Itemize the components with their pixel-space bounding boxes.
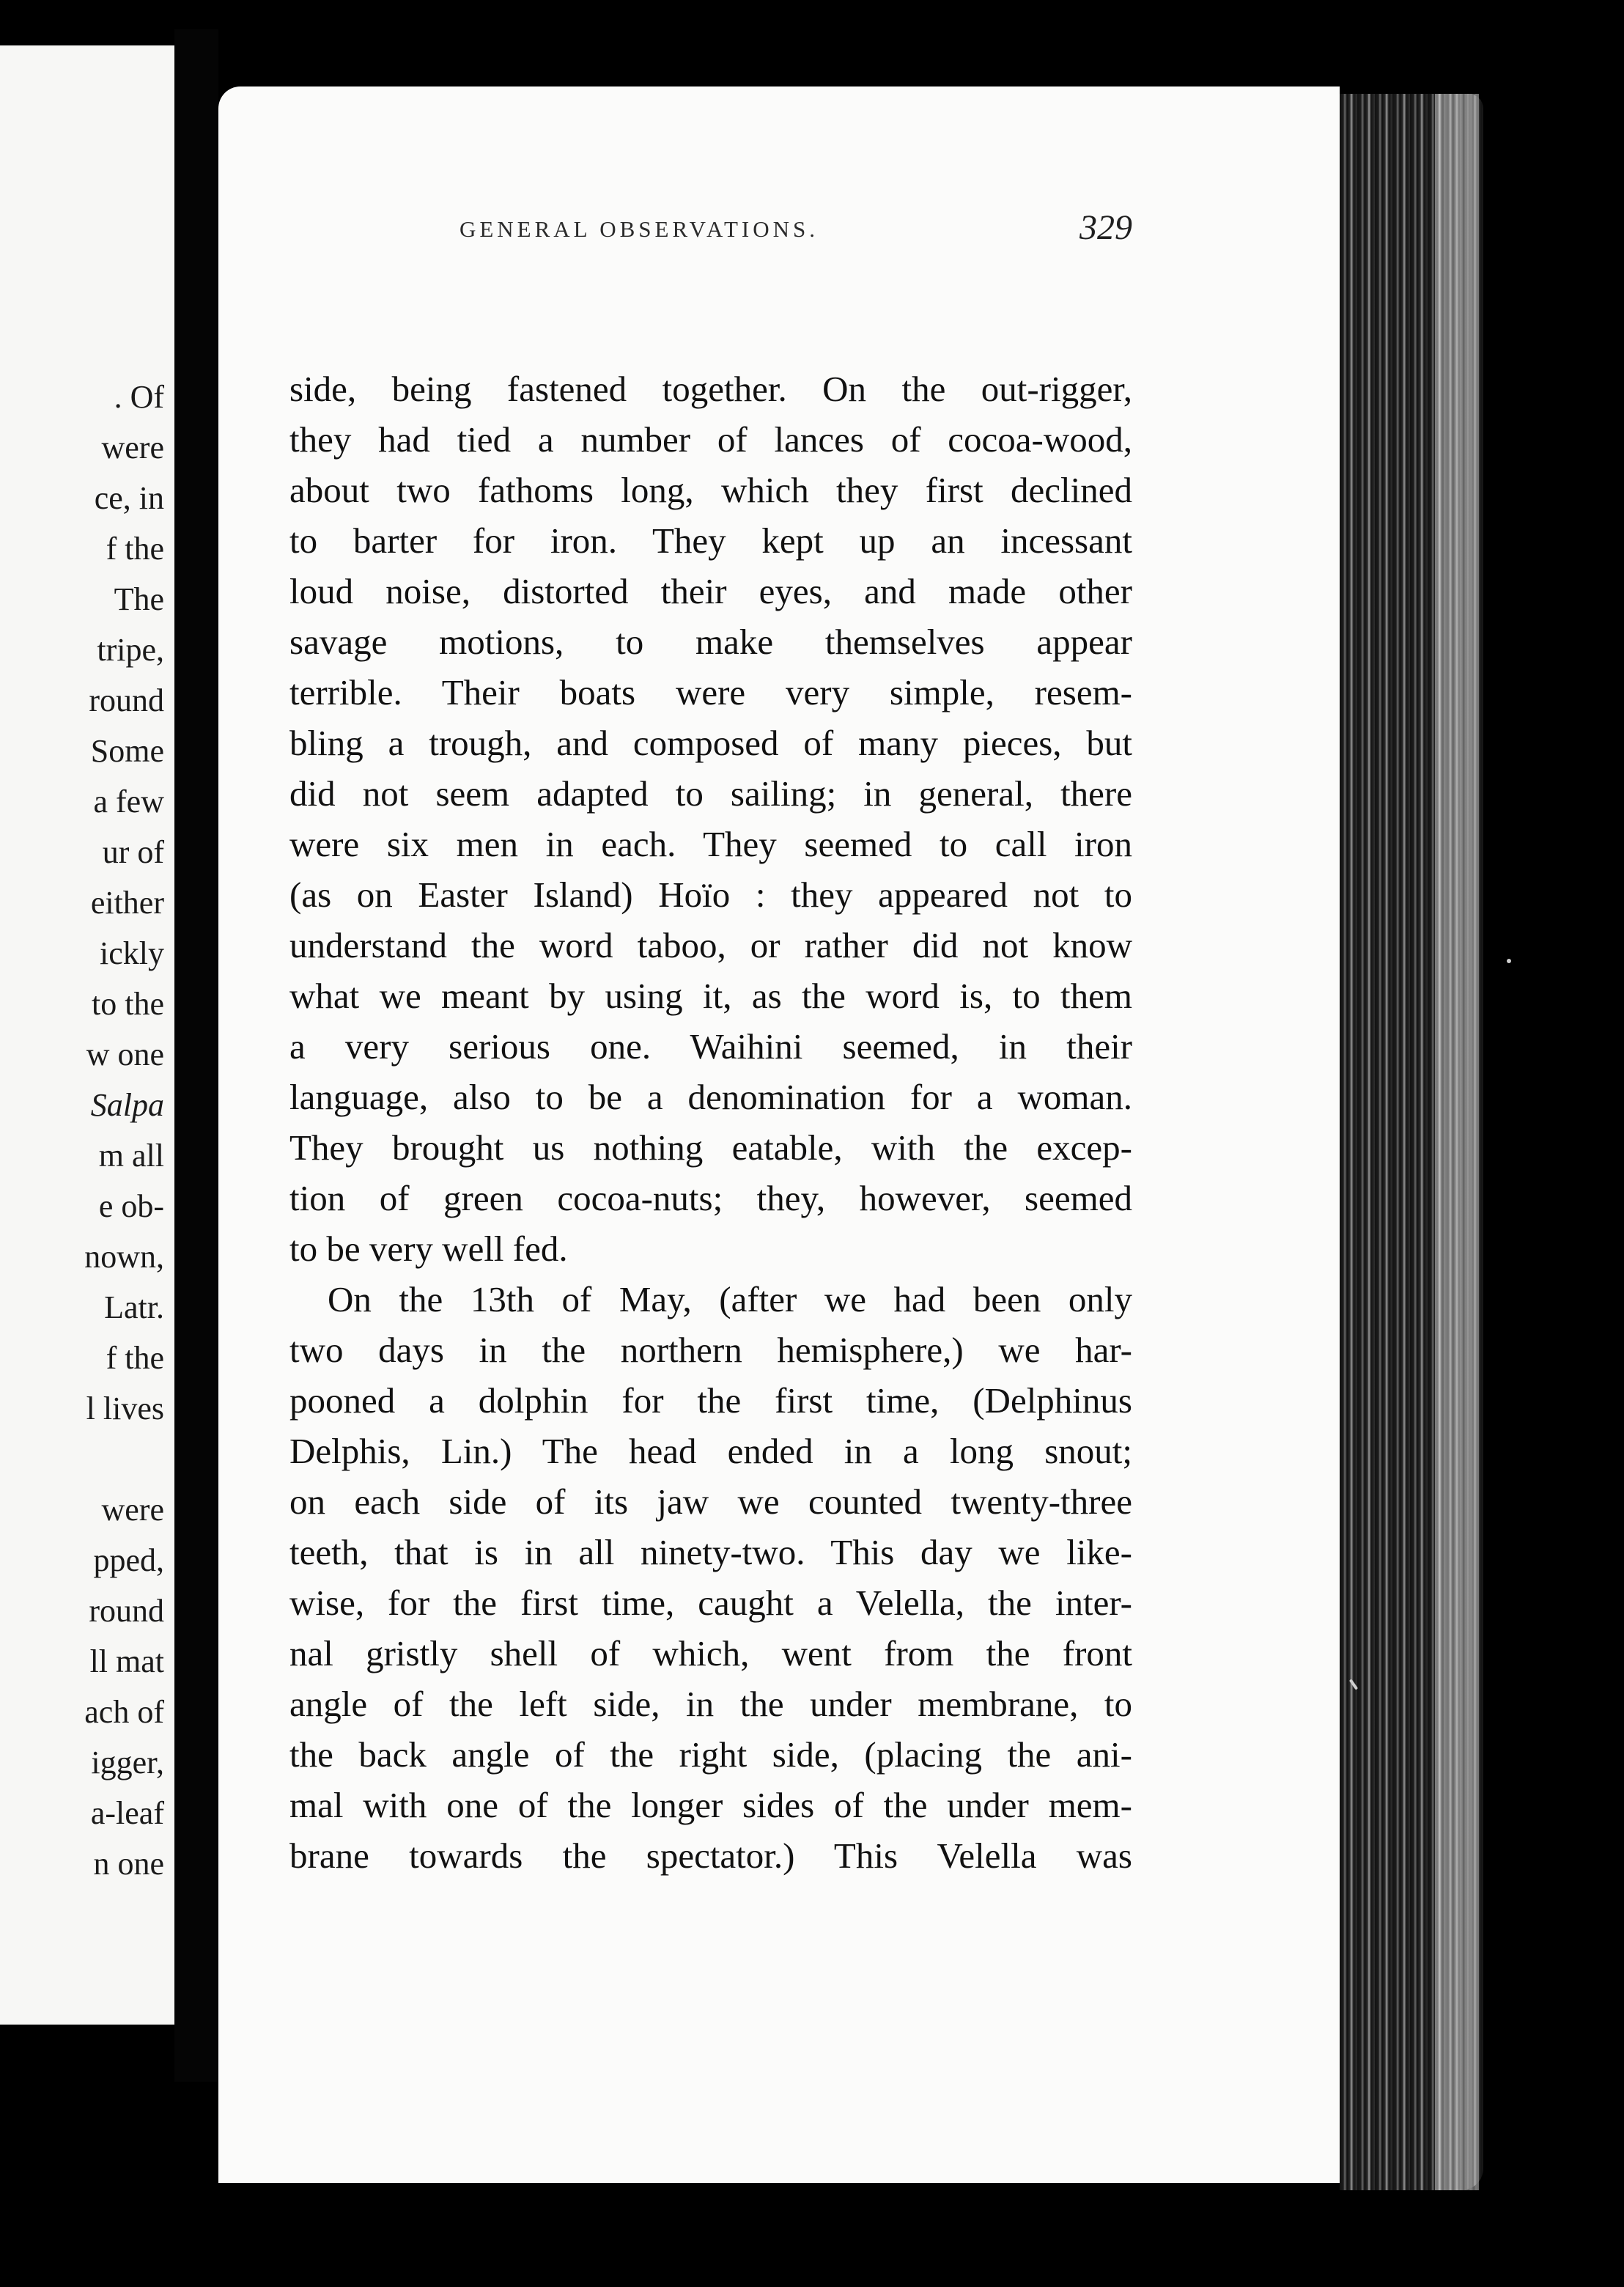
text-line: language, also to be a denomination for a woman. xyxy=(289,1077,1132,1117)
text-line: side, being fastened together. On the out-rigger, xyxy=(289,369,1132,409)
paragraph xyxy=(289,1274,1132,1881)
left-page-line: l lives xyxy=(86,1391,164,1426)
running-head xyxy=(298,207,1148,251)
text-line: brane towards the spectator.) This Velella was xyxy=(289,1835,1132,1876)
page-number: 329 xyxy=(1079,208,1132,247)
left-page-line: round xyxy=(89,682,164,718)
text-line: to barter for iron. They kept up an incessant xyxy=(289,520,1132,561)
dust-speck xyxy=(1507,959,1511,963)
left-page-line: pped, xyxy=(93,1542,164,1578)
left-page-line: to the xyxy=(92,986,164,1022)
text-line: They brought us nothing eatable, with the excep- xyxy=(289,1127,1132,1168)
text-line: to be very well fed. xyxy=(289,1229,568,1269)
left-page-line: were xyxy=(101,1492,164,1528)
book-gutter xyxy=(174,29,218,2082)
left-page-line: ur of xyxy=(102,834,164,870)
left-page-line: igger, xyxy=(91,1745,164,1780)
book-fore-edge-highlight xyxy=(1435,94,1479,2190)
left-page-line: Salpa xyxy=(90,1087,164,1123)
text-line: Delphis, Lin.) The head ended in a long snout; xyxy=(289,1431,1132,1471)
left-page-line: Some xyxy=(90,733,164,769)
left-page-line: a-leaf xyxy=(90,1795,164,1831)
text-line: pooned a dolphin for the first time, (Delphinus xyxy=(289,1380,1132,1421)
text-line: the back angle of the right side, (placing the ani- xyxy=(289,1734,1132,1775)
text-line: terrible. Their boats were very simple, resem- xyxy=(289,672,1132,712)
text-line: tion of green cocoa-nuts; they, however, seemed xyxy=(289,1178,1132,1218)
left-page-line: ickly xyxy=(100,935,164,971)
left-page-line: . Of xyxy=(114,379,164,415)
left-page-line: The xyxy=(114,581,164,617)
text-line: savage motions, to make themselves appear xyxy=(289,622,1132,662)
text-line: wise, for the first time, caught a Velella, the inter- xyxy=(289,1583,1132,1623)
left-page-line: e ob- xyxy=(98,1188,164,1224)
left-page-line: n one xyxy=(93,1846,164,1882)
body-text xyxy=(289,364,1132,1881)
text-line: loud noise, distorted their eyes, and made other xyxy=(289,571,1132,611)
left-page-line: a few xyxy=(93,784,164,820)
running-head-title: GENERAL OBSERVATIONS. xyxy=(459,216,819,242)
text-line: understand the word taboo, or rather did not know xyxy=(289,925,1132,965)
left-page-line: f the xyxy=(106,1340,164,1376)
text-line: bling a trough, and composed of many pieces, but xyxy=(289,723,1132,763)
paragraph xyxy=(289,364,1132,1274)
text-line: a very serious one. Waihini seemed, in their xyxy=(289,1026,1132,1067)
text-line: On the 13th of May, (after we had been only xyxy=(328,1279,1132,1319)
left-page-line: were xyxy=(101,430,164,465)
left-page-line: round xyxy=(89,1593,164,1629)
left-page-line: Latr. xyxy=(104,1289,164,1325)
left-page-line: tripe, xyxy=(97,632,164,668)
text-line: teeth, that is in all ninety-two. This day we like- xyxy=(289,1532,1132,1572)
text-line: did not seem adapted to sailing; in general, there xyxy=(289,773,1132,814)
text-line: on each side of its jaw we counted twenty-three xyxy=(289,1481,1132,1522)
left-page-line: m all xyxy=(98,1138,164,1174)
text-line: nal gristly shell of which, went from the front xyxy=(289,1633,1132,1673)
text-line: two days in the northern hemisphere,) we har- xyxy=(289,1330,1132,1370)
left-page-line: f the xyxy=(106,531,164,567)
left-page-fragment xyxy=(0,45,174,2025)
left-page-line: either xyxy=(90,885,164,921)
text-line: mal with one of the longer sides of the under mem- xyxy=(289,1785,1132,1825)
text-line: they had tied a number of lances of cocoa-wood, xyxy=(289,419,1132,460)
text-line: were six men in each. They seemed to call iron xyxy=(289,824,1132,864)
left-page-line: nown, xyxy=(84,1239,164,1275)
left-page-line: ll mat xyxy=(89,1643,164,1679)
left-page-line: ce, in xyxy=(94,480,164,516)
left-page-line: w one xyxy=(86,1036,164,1072)
left-page-line: ach of xyxy=(84,1694,164,1730)
text-line: about two fathoms long, which they first declined xyxy=(289,470,1132,510)
text-line: what we meant by using it, as the word is, to them xyxy=(289,976,1132,1016)
text-line: (as on Easter Island) Hoïo : they appeared not to xyxy=(289,874,1132,915)
text-line: angle of the left side, in the under membrane, to xyxy=(289,1684,1132,1724)
